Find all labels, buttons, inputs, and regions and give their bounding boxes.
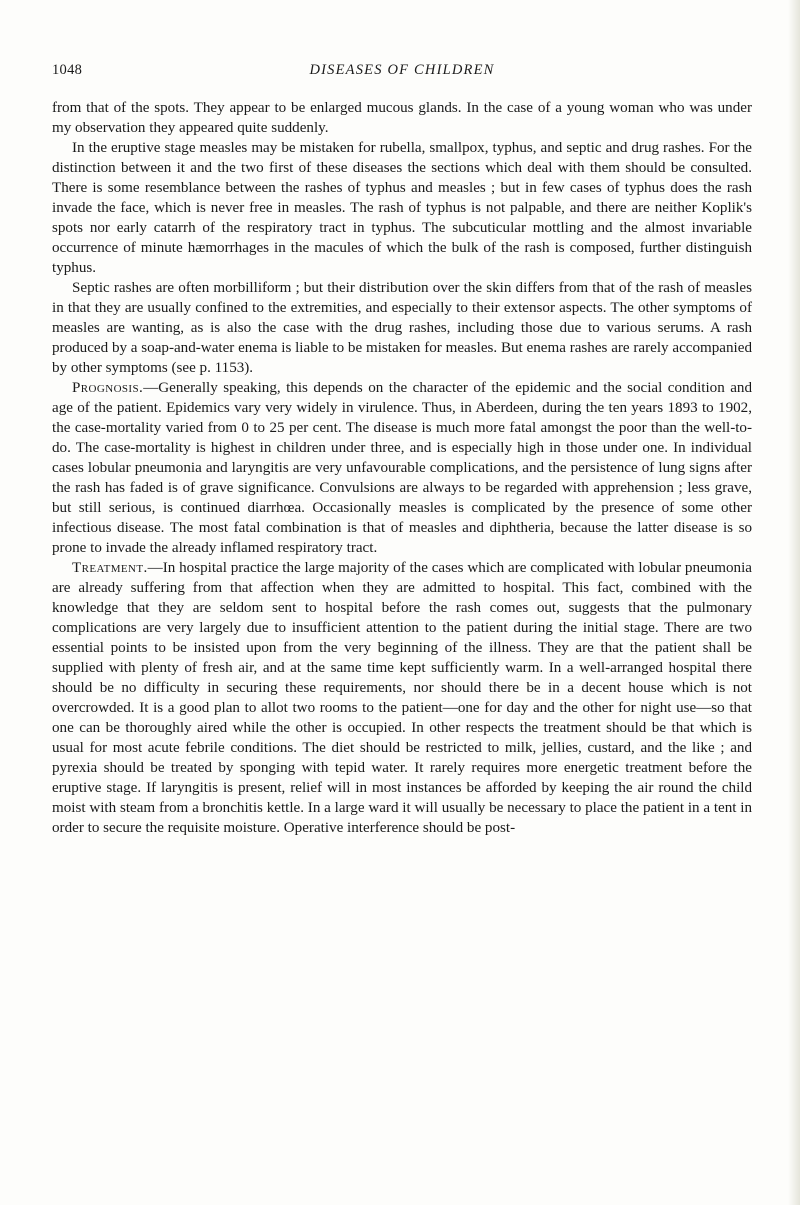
paragraph-text: —Generally speaking, this depends on the character of the epidemic and the social condition and age of the patient. Epidemics vary very widely in virulence. Thus, in Aberdeen, during the ten years 1893 to 1902, the case-mortality varied from 0 to 25 per cent. The disease is much more fatal amongst the poor than the well-to-do. The case-mortality is highest in children under three, and is especially high in those under one. In individual cases lobular pneumonia and laryngitis are very unfavourable complications, and the persistence of lung signs after the rash has faded is of grave significance. Convulsions are always to be regarded with apprehension ; less grave, but still serious, is continued diarrhœa. Occasionally measles is complicated by the presence of some other infectious disease. The most fatal combination is that of measles and diphtheria, because the latter disease is so prone to invade the already inflamed respiratory tract. (52, 380, 752, 556)
running-title: DISEASES OF CHILDREN (309, 62, 495, 78)
page-number: 1048 (52, 62, 83, 78)
paragraph-septic-rashes (52, 278, 752, 378)
paragraph-text: In the eruptive stage measles may be mistaken for rubella, smallpox, typhus, and septic and drug rashes. For the distinction between it and the two first of these diseases the sections which deal with them should be consulted. There is some resemblance between the rashes of typhus and measles ; but in few cases of typhus does the rash invade the face, which is never free in measles. The rash of typhus is not palpable, and there are neither Koplik's spots nor early catarrh of the respiratory tract in typhus. The subcuticular mottling and the almost invariable occurrence of minute hæmorrhages in the macules of which the bulk of the rash is composed, further distinguish typhus. (52, 140, 752, 276)
page-header (52, 62, 752, 84)
page-edge-shadow (788, 0, 800, 1205)
paragraph-text: from that of the spots. They appear to be enlarged mucous glands. In the case of a young woman who was under my observation they appeared quite suddenly. (52, 100, 752, 136)
paragraph-treatment (52, 558, 752, 838)
body-text (52, 98, 752, 838)
paragraph-text: Septic rashes are often morbilliform ; but their distribution over the skin differs from that of the rash of measles in that they are usually confined to the extremities, and especially to their extensor aspects. The other symptoms of measles are wanting, as is also the case with the drug rashes, including those due to various serums. A rash produced by a soap-and-water enema is liable to be mistaken for measles. But enema rashes are rarely accompanied by other symptoms (see p. 1153). (52, 280, 752, 376)
section-heading-treatment: Treatment. (72, 560, 148, 576)
paragraph-continuation (52, 98, 752, 138)
paragraph-differential-diagnosis (52, 138, 752, 278)
section-heading-prognosis: Prognosis. (72, 380, 144, 396)
paragraph-text: —In hospital practice the large majority of the cases which are complicated with lobular pneumonia are already suffering from that affection when they are admitted to hospital. This fact, combined with the knowledge that they are seldom sent to hospital before the rash comes out, suggests that the pulmonary complications are very largely due to insufficient attention to the patient during the initial stage. There are two essential points to be insisted upon from the very beginning of the illness. They are that the patient shall be supplied with plenty of fresh air, and at the same time kept sufficiently warm. In a well-arranged hospital there should be no difficulty in securing these requirements, nor should there be in a decent house which is not overcrowded. It is a good plan to allot two rooms to the patient—one for day and the other for night use—so that one can be thoroughly aired while the other is occupied. In other respects the treatment should be that which is usual for most acute febrile conditions. The diet should be restricted to milk, jellies, custard, and the like ; and pyrexia should be treated by sponging with tepid water. It rarely requires more energetic treatment before the eruptive stage. If laryngitis is present, relief will in most instances be afforded by keeping the air round the child moist with steam from a bronchitis kettle. In a large ward it will usually be necessary to place the patient in a tent in order to secure the requisite moisture. Operative interference should be post- (52, 560, 752, 836)
paragraph-prognosis (52, 378, 752, 558)
